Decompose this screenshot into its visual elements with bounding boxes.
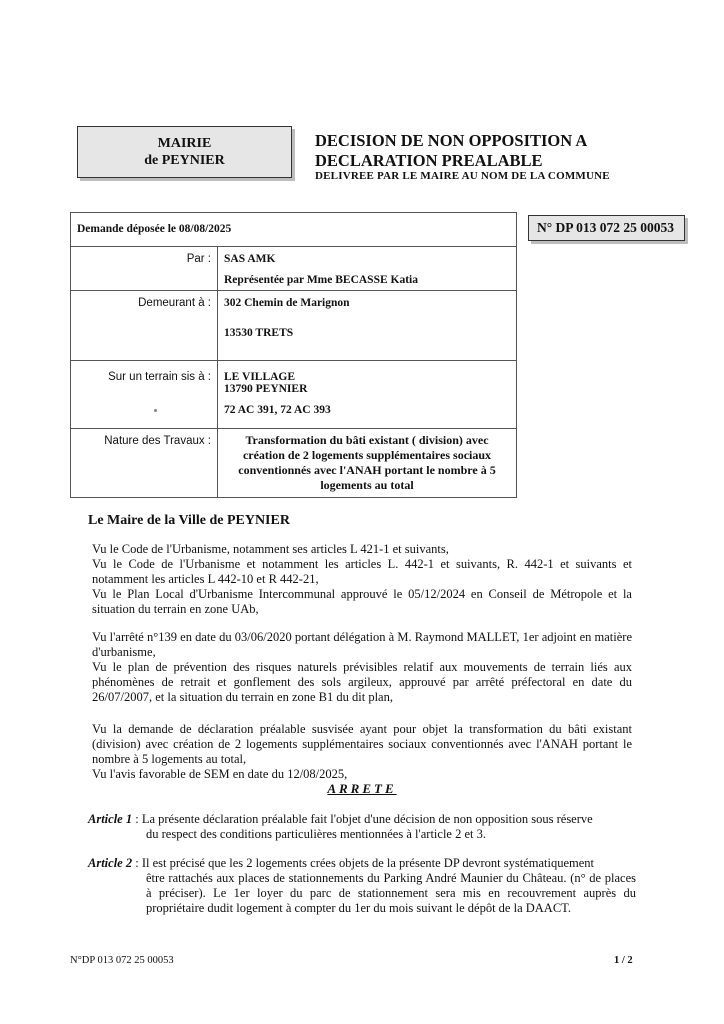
address-line1: 302 Chemin de Marignon [224,297,350,309]
title-line2: DECLARATION PREALABLE [315,151,543,170]
page-number: 1 / 2 [614,955,633,966]
document-subtitle: DELIVREE PAR LE MAIRE AU NOM DE LA COMMUNE [315,170,610,182]
vu-arrete-delegation: Vu l'arrêté n°139 en date du 03/06/2020 portant délégation à M. Raymond MALLET, 1er adjoint en matière d'urbanisme, [92,630,632,659]
mairie-box [77,126,292,178]
vu-block-2 [92,630,632,705]
applicant-name: SAS AMK [224,253,276,265]
mairie-line2: de PEYNIER [144,153,225,168]
vu-block-1 [92,542,632,617]
vu-plan-prevention: Vu le plan de prévention des risques naturels prévisibles relatif aux mouvements de terrain liés aux phénomènes de retrait et gonflement des sols argileux, approuvé par arrêté préfectoral en date du 26/07/2007, et la situation du terrain en zone B1 du dit plan, [92,660,632,704]
nature-value: Transformation du bâti existant ( division) avec création de 2 logements supplémentaires sociaux conventionnés avec l'ANAH portant le nombre à 5 logements au total [218,429,517,498]
title-line1: DECISION DE NON OPPOSITION A [315,131,588,150]
vu-block-3 [92,722,632,782]
arrete-heading: ARRETE [327,781,397,796]
par-label: Par : [71,247,218,291]
dp-number-box: N° DP 013 072 25 00053 [528,215,685,241]
deposit-date: Demande déposée le 08/08/2025 [71,213,517,247]
nature-label: Nature des Travaux : [71,429,218,498]
article-2 [88,856,636,916]
vu-avis-sem: Vu l'avis favorable de SEM en date du 12/08/2025, [92,767,348,781]
vu-plui: Vu le Plan Local d'Urbanisme Intercommunal approuvé le 05/12/2024 en Conseil de Métropole et la situation du terrain en zone UAb, [92,587,632,616]
article-2-text-first: : Il est précisé que les 2 logements crées objets de la présente DP devront systématiquement [132,856,594,870]
request-table [70,212,517,498]
applicant-representative: Représentée par Mme BECASSE Katia [224,274,418,286]
article-2-text-rest: être rattachés aux places de stationnements du Parking André Maunier du Château. (n° de places à préciser). Le 1er loyer du parc de stationnement sera mis en recouvrement auprès du propriétaire dudit logement à compter du 1er du mois suivant le dépôt de la DAACT. [146,871,636,915]
vu-demande: Vu la demande de déclaration préalable susvisée ayant pour objet la transformation du bâti existant (division) avec création de 2 logements supplémentaires sociaux conventionnés avec l'ANAH portant le nombre à 5 logements au total, [92,722,632,766]
maire-heading: Le Maire de la Ville de PEYNIER [88,513,290,528]
document-title [315,131,587,171]
terrain-line1: LE VILLAGE [224,371,296,383]
article-1-label: Article 1 [88,812,133,826]
address-line2: 13530 TRETS [224,327,294,339]
article-1-text-first: : La présente déclaration préalable fait l'objet d'une décision de non opposition sous réserve [132,812,593,826]
article-2-label: Article 2 [88,856,133,870]
terrain-label: Sur un terrain sis à : [71,361,218,429]
vu-code-urbanisme-articles: Vu le Code de l'Urbanisme et notamment les articles L. 442-1 et suivants, R. 442-1 et suivants et notamment les articles L 442-10 et R 442-21, [92,557,632,586]
mairie-line1: MAIRIE [157,136,212,151]
scan-mark [154,409,157,412]
terrain-line2: 13790 PEYNIER [224,383,308,395]
footer-reference: N°DP 013 072 25 00053 [70,955,174,966]
article-1-text-rest: du respect des conditions particulières mentionnées à l'article 2 et 3. [146,827,486,841]
vu-code-urbanisme: Vu le Code de l'Urbanisme, notamment ses articles L 421-1 et suivants, [92,542,449,556]
terrain-parcels: 72 AC 391, 72 AC 393 [224,404,331,416]
article-1 [88,812,636,842]
address-label: Demeurant à : [71,291,218,361]
